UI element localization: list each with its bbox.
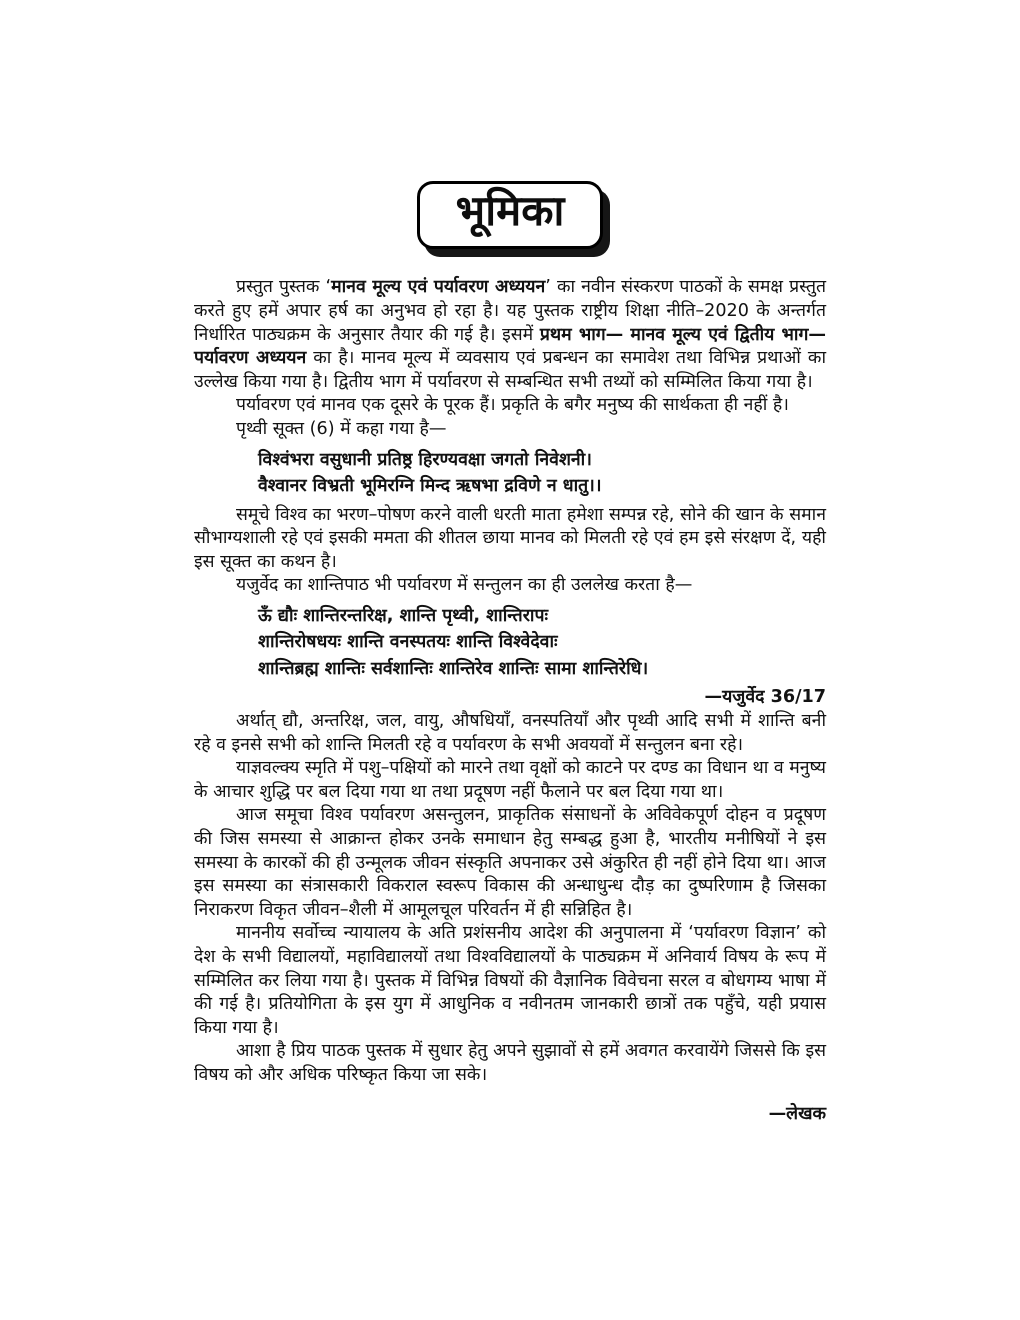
bold-text-run: प्रथम भाग— मानव मूल्य एवं द्वितीय भाग—पर्यावरण अध्ययन <box>194 324 826 369</box>
text-run: यजुर्वेद का शान्तिपाठ भी पर्यावरण में सन्तुलन का ही उललेख करता है— <box>236 575 693 596</box>
signature-lekhak: —लेखक <box>768 1103 826 1124</box>
preface-body <box>194 276 826 1126</box>
verse-line: वैश्वानर विभ्रती भूमिरग्नि मिन्द ऋषभा द्रविणे न धातु।। <box>258 476 602 497</box>
text-run: अर्थात् द्यौ, अन्तरिक्ष, जल, वायु, औषधियाँ, वनस्पतियाँ और पृथ्वी आदि सभी में शान्ति बनी रहे व इनसे सभी को शान्ति मिलती रहे व पर्यावरण के सभी अवयवों में सन्तुलन बना रहे। <box>194 711 826 755</box>
paragraph <box>194 574 826 598</box>
verse-line: ऊँ द्यौः शान्तिरन्तरिक्ष, शान्ति पृथ्वी, शान्तिरापः <box>258 605 549 626</box>
paragraph <box>194 504 826 575</box>
paragraph <box>194 710 826 757</box>
text-run: माननीय सर्वोच्च न्यायालय के अति प्रशंसनीय आदेश की अनुपालना में ‘पर्यावरण विज्ञान’ को देश के सभी विद्यालयों, महाविद्यालयों तथा विश्वविद्यालयों के पाठ्यक्रम में अनिवार्य विषय के रूप में सम्मिलित कर लिया गया है। पुस्तक में विभिन्न विषयों की वैज्ञानिक विवेचना सरल व बोधगम्य भाषा में की गई है। प्रतियोगिता के इस युग में आधुनिक व नवीनतम जानकारी छात्रों तक पहुँचे, यही प्रयास किया गया है। <box>194 923 826 1038</box>
text-run: पृथ्वी सूक्त (6) में कहा गया है— <box>236 418 447 439</box>
paragraph <box>194 804 826 922</box>
text-run: ’ का नवीन संस्करण पाठकों के समक्ष प्रस्तुत करते हुए हमें अपार हर्ष का अनुभव हो रहा है। यह पुस्तक राष्ट्रीय शिक्षा नीति–2020 के अन्तर्गत निर्धारित पाठ्यक्रम के अनुसार तैयार की गई है। इसमें <box>194 277 827 345</box>
text-run: याज्ञवल्क्य स्मृति में पशु–पक्षियों को मारने तथा वृक्षों को काटने पर दण्ड का विधान था व मनुष्य के आचार शुद्धि पर बल दिया गया था तथा प्रदूषण नहीं फैलाने पर बल दिया गया था। <box>194 758 826 802</box>
verse-block <box>258 603 826 683</box>
verse-line: शान्तिब्रह्म शान्तिः सर्वशान्तिः शान्तिरेव शान्तिः सामा शान्तिरेधि। <box>258 658 649 679</box>
paragraph <box>194 418 826 442</box>
text-run: का है। मानव मूल्य में व्यवसाय एवं प्रबन्धन का समावेश तथा विभिन्न प्रथाओं का उल्लेख किया गया है। द्वितीय भाग में पर्यावरण से सम्बन्धित सभी तथ्यों को सम्मिलित किया गया है। <box>194 348 826 392</box>
paragraph <box>194 276 826 394</box>
text-run: प्रस्तुत पुस्तक ‘ <box>236 277 332 298</box>
verse-block <box>258 447 826 500</box>
paragraph <box>194 757 826 804</box>
text-run: आशा है प्रिय पाठक पुस्तक में सुधार हेतु अपने सुझावों से हमें अवगत करवायेंगे जिससे कि इस विषय को और अधिक परिष्कृत किया जा सके। <box>194 1041 826 1085</box>
paragraph <box>194 394 826 418</box>
page-title: भूमिका <box>455 186 565 235</box>
verse-line: शान्तिरोषधयः शान्ति वनस्पतयः शान्ति विश्वेदेवाः <box>258 632 558 653</box>
text-run: आज समूचा विश्व पर्यावरण असन्तुलन, प्राकृतिक संसाधनों के अविवेकपूर्ण दोहन व प्रदूषण की जिस समस्या से आक्रान्त होकर उनके समाधान हेतु सम्बद्ध हुआ है, भारतीय मनीषियों ने इस समस्या के कारकों की ही उन्मूलक जीवन संस्कृति अपनाकर उसे अंकुरित ही नहीं होने दिया था। आज इस समस्या का संत्रासकारी विकराल स्वरूप विकास की अन्धाधुन्ध दौड़ का दुष्परिणाम है जिसका निराकरण विकृत जीवन–शैली में आमूलचूल परिवर्तन में ही सन्निहित है। <box>194 805 826 920</box>
bold-text-run: मानव मूल्य एवं पर्यावरण अध्ययन <box>331 277 546 298</box>
title-section <box>0 0 1020 249</box>
text-run: समूचे विश्व का भरण–पोषण करने वाली धरती माता हमेशा सम्पन्न रहे, सोने की खान के समान सौभाग्यशाली रहे एवं इसकी ममता की शीतल छाया मानव को मिलती रहे एवं हम इसे संरक्षण दें, यही इस सूक्त का कथन है। <box>194 504 826 572</box>
verse-line: विश्वंभरा वसुधानी प्रतिष्ठ्र हिरण्यवक्षा जगतो निवेशनी। <box>258 449 592 470</box>
title-box <box>417 181 604 249</box>
text-run: पर्यावरण एवं मानव एक दूसरे के पूरक हैं। प्रकृति के बगैर मनुष्य की सार्थकता ही नहीं है। <box>236 395 789 416</box>
paragraph <box>194 1040 826 1087</box>
attribution-yajurved: —यजुर्वेद 36/17 <box>704 687 826 708</box>
paragraph <box>194 922 826 1040</box>
